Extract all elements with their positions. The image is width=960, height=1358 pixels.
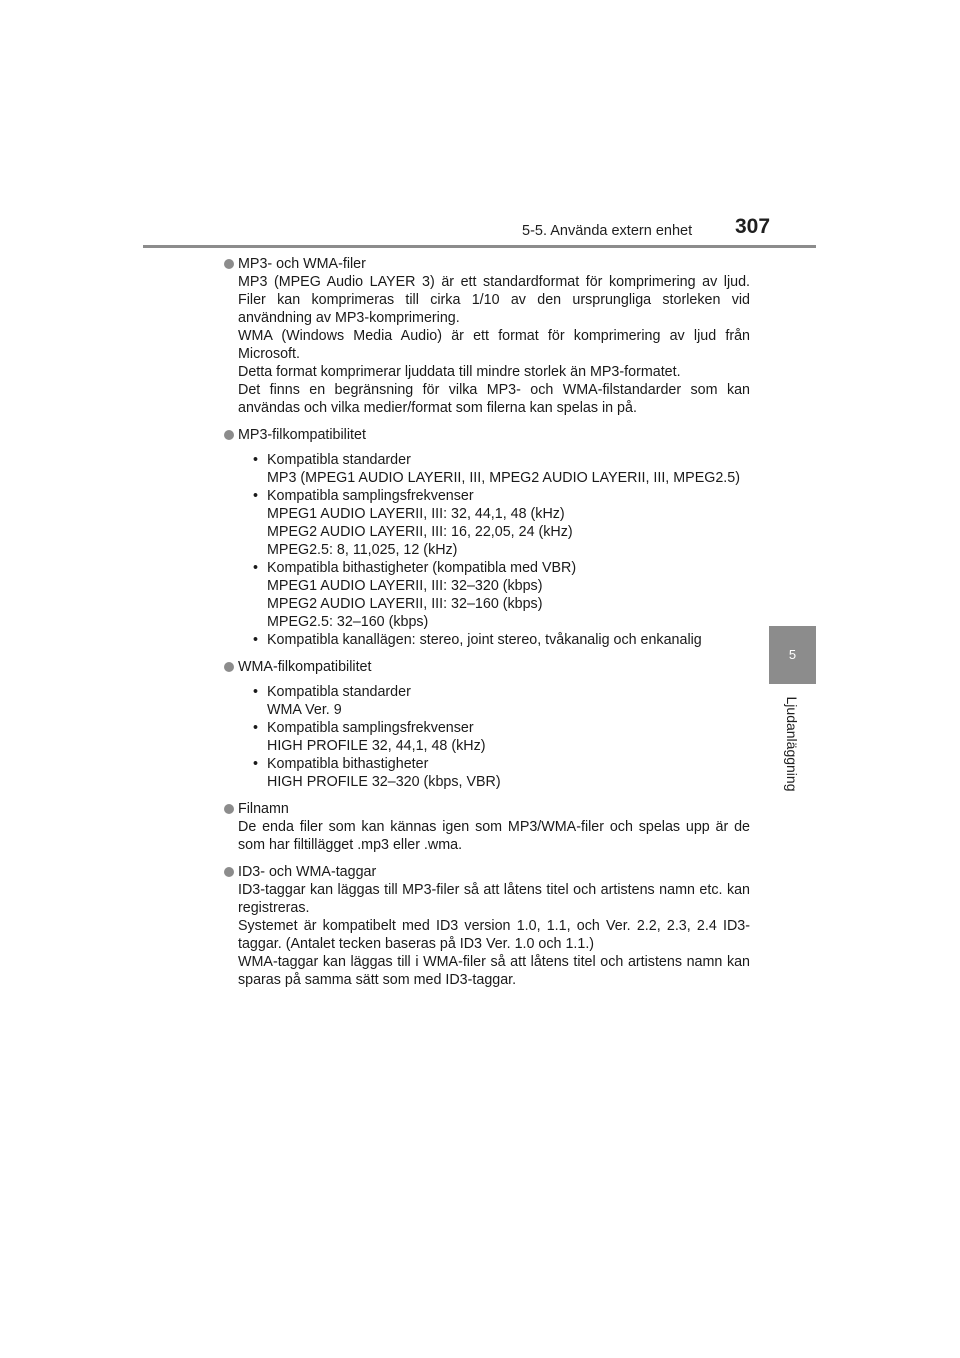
page-content (223, 255, 750, 998)
section-paragraph: Systemet är kompatibelt med ID3 version 1.0, 1.1, och Ver. 2.2, 2.3, 2.4 ID3-taggar. (Antalet tecken baseras på ID3 Ver. 1.0 och 1.1.) (238, 918, 750, 952)
section-paragraph: MP3 (MPEG Audio LAYER 3) är ett standardformat för komprimering av ljud. Filer kan komprimeras till cirka 1/10 av den ursprungliga storleken vid användning av MP3-komprimering. (238, 274, 750, 326)
list-bullet-icon: • (253, 632, 259, 648)
list-item-line: MPEG1 AUDIO LAYERII, III: 32, 44,1, 48 (kHz) (267, 506, 565, 522)
list-item-line: WMA Ver. 9 (267, 702, 342, 718)
bullet-dot-icon (224, 867, 234, 877)
section-title: ID3- och WMA-taggar (238, 864, 377, 880)
list-item-line: HIGH PROFILE 32, 44,1, 48 (kHz) (267, 738, 486, 754)
list-item-line: MPEG1 AUDIO LAYERII, III: 32–320 (kbps) (267, 578, 543, 594)
list-item-label: Kompatibla standarder (267, 452, 411, 468)
list-bullet-icon: • (253, 720, 259, 736)
sub-list (238, 683, 750, 791)
section-filename (223, 800, 750, 854)
list-item (253, 451, 750, 487)
running-header-section: 5-5. Använda extern enhet (522, 223, 693, 239)
section-title: WMA-filkompatibilitet (238, 659, 372, 675)
list-item-line: MPEG2.5: 8, 11,025, 12 (kHz) (267, 542, 458, 558)
list-bullet-icon: • (253, 452, 259, 468)
section-title: Filnamn (238, 801, 289, 817)
list-item-label: Kompatibla bithastigheter (kompatibla med VBR) (267, 560, 577, 576)
list-item (253, 755, 750, 791)
section-paragraph: WMA (Windows Media Audio) är ett format för komprimering av ljud från Microsoft. (238, 328, 750, 362)
list-item-label: Kompatibla bithastigheter (267, 756, 429, 772)
sub-list (238, 451, 750, 649)
bullet-dot-icon (224, 804, 234, 814)
section-paragraph: Detta format komprimerar ljuddata till mindre storlek än MP3-formatet. (238, 364, 681, 380)
list-item (253, 559, 750, 631)
section-paragraph: ID3-taggar kan läggas till MP3-filer så att låtens titel och artistens namn etc. kan registreras. (238, 882, 750, 916)
list-item-line: MP3 (MPEG1 AUDIO LAYERII, III, MPEG2 AUDIO LAYERII, III, MPEG2.5) (267, 470, 740, 486)
list-item (253, 683, 750, 719)
list-item (253, 487, 750, 559)
list-bullet-icon: • (253, 756, 259, 772)
list-bullet-icon: • (253, 488, 259, 504)
section-mp3-wma-files (223, 255, 750, 417)
list-item-line: MPEG2 AUDIO LAYERII, III: 32–160 (kbps) (267, 596, 543, 612)
header-divider (143, 245, 816, 248)
page-number: 307 (735, 215, 771, 238)
list-bullet-icon: • (253, 560, 259, 576)
section-paragraph: De enda filer som kan kännas igen som MP3/WMA-filer och spelas upp är de som har filtillägget .mp3 eller .wma. (238, 819, 750, 853)
bullet-dot-icon (224, 259, 234, 269)
list-item-line: MPEG2.5: 32–160 (kbps) (267, 614, 429, 630)
section-id3-wma-tags (223, 863, 750, 989)
list-item-line: MPEG2 AUDIO LAYERII, III: 16, 22,05, 24 (kHz) (267, 524, 573, 540)
chapter-tab: 5 (769, 626, 816, 684)
list-item (253, 719, 750, 755)
list-item-label: Kompatibla kanallägen: stereo, joint stereo, tvåkanalig och enkanalig (267, 632, 702, 648)
section-title: MP3- och WMA-filer (238, 256, 366, 272)
section-mp3-compatibility (223, 426, 750, 649)
bullet-dot-icon (224, 430, 234, 440)
list-item (253, 631, 750, 649)
bullet-dot-icon (224, 662, 234, 672)
section-paragraph: WMA-taggar kan läggas till i WMA-filer så att låtens titel och artistens namn kan sparas på samma sätt som med ID3-taggar. (238, 954, 750, 988)
list-item-label: Kompatibla samplingsfrekvenser (267, 488, 474, 504)
list-item-line: HIGH PROFILE 32–320 (kbps, VBR) (267, 774, 501, 790)
list-bullet-icon: • (253, 684, 259, 700)
section-title: MP3-filkompatibilitet (238, 427, 366, 443)
list-item-label: Kompatibla samplingsfrekvenser (267, 720, 474, 736)
section-paragraph: Det finns en begränsning för vilka MP3- och WMA-filstandarder som kan användas och vilka medier/format som filerna kan spelas in på. (238, 382, 750, 416)
section-wma-compatibility (223, 658, 750, 791)
list-item-label: Kompatibla standarder (267, 684, 411, 700)
chapter-side-label: Ljudanläggning (784, 696, 800, 792)
